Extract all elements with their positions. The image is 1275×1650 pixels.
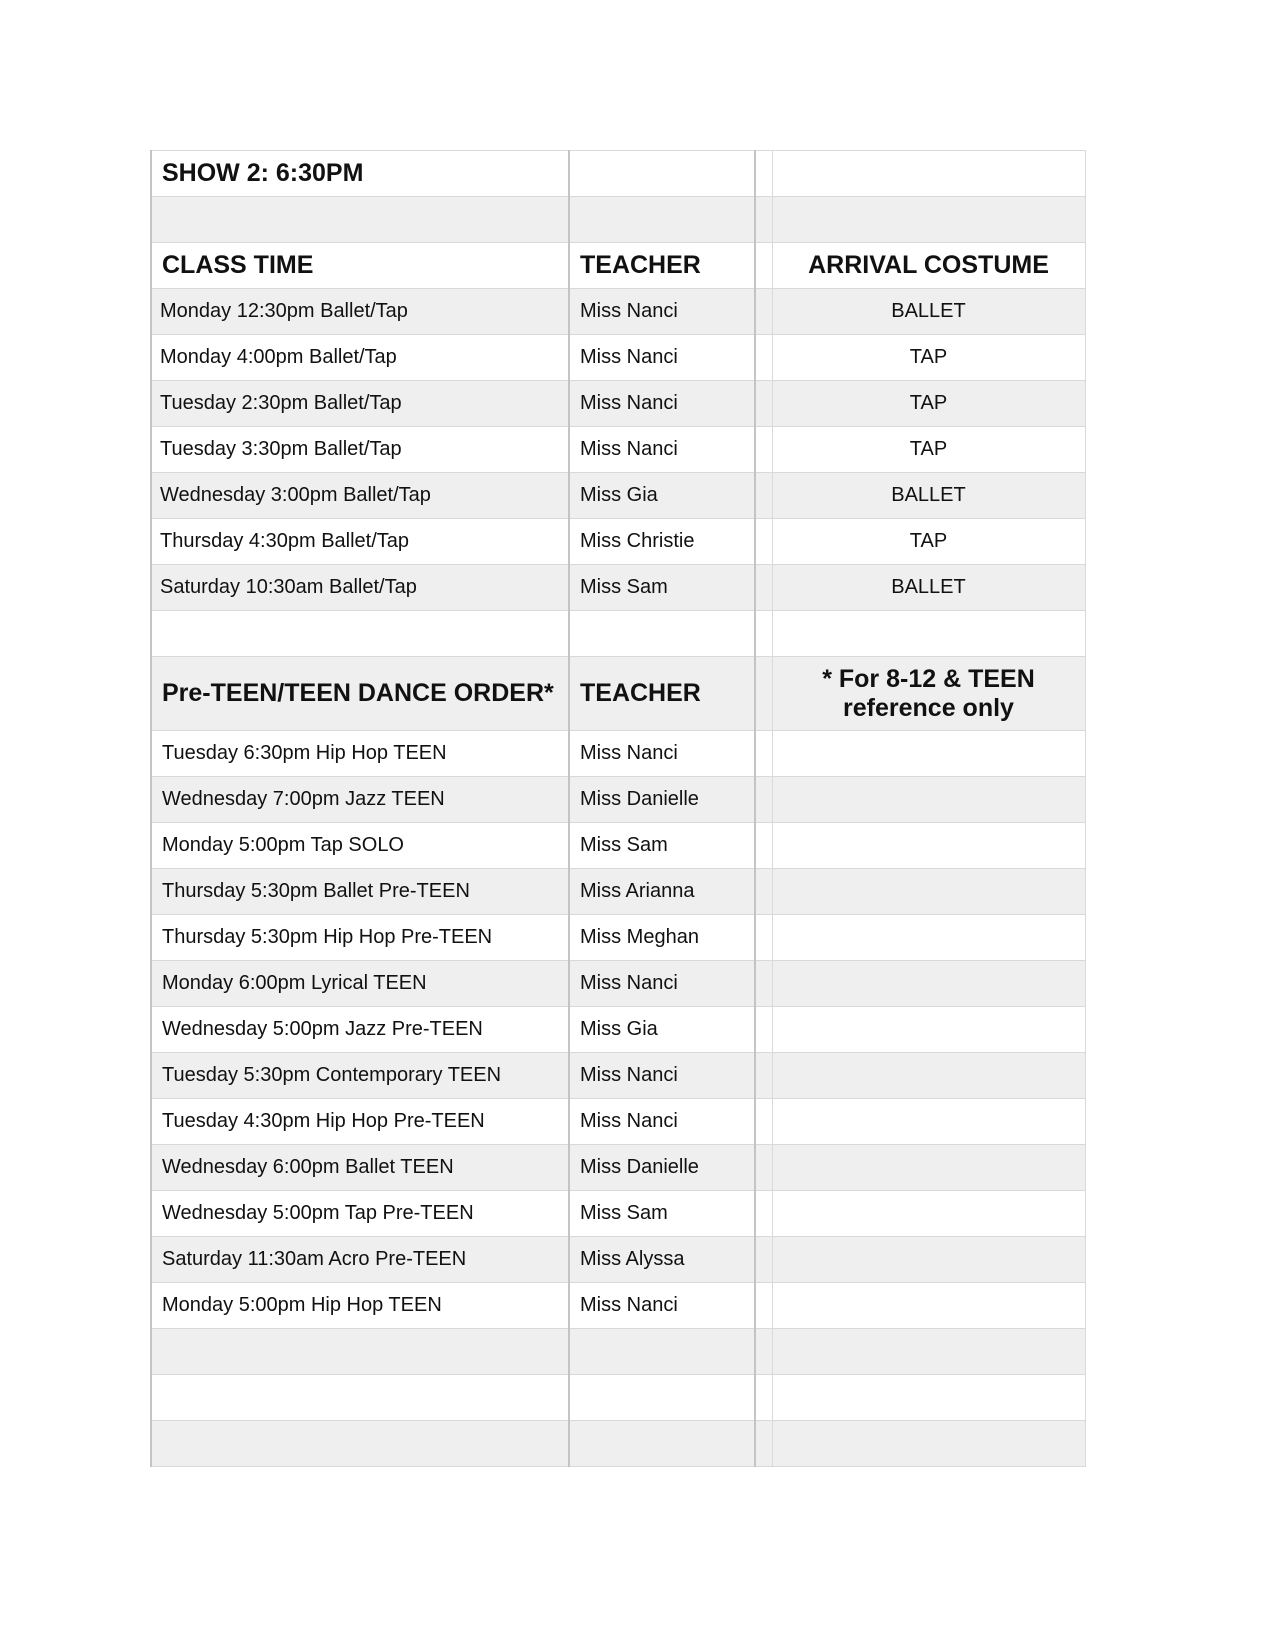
- teacher-cell: Miss Nanci: [569, 1099, 755, 1145]
- schedule-table: [150, 150, 1086, 1467]
- dance-class-cell: Wednesday 5:00pm Jazz Pre-TEEN: [151, 1007, 569, 1053]
- section2-header-row: [151, 657, 1085, 731]
- dance-row: [151, 823, 1085, 869]
- dance-row: [151, 1191, 1085, 1237]
- teacher-cell: Miss Gia: [569, 473, 755, 519]
- class-row: [151, 427, 1085, 473]
- dance-row: [151, 1053, 1085, 1099]
- class-row: [151, 473, 1085, 519]
- class-time-header: CLASS TIME: [151, 243, 569, 289]
- dance-class-cell: Monday 5:00pm Hip Hop TEEN: [151, 1283, 569, 1329]
- teacher-cell: Miss Nanci: [569, 961, 755, 1007]
- dance-class-cell: Thursday 5:30pm Hip Hop Pre-TEEN: [151, 915, 569, 961]
- class-row: [151, 335, 1085, 381]
- dance-class-cell: Tuesday 5:30pm Contemporary TEEN: [151, 1053, 569, 1099]
- class-time-cell: Monday 12:30pm Ballet/Tap: [151, 289, 569, 335]
- class-row: [151, 565, 1085, 611]
- dance-class-cell: Saturday 11:30am Acro Pre-TEEN: [151, 1237, 569, 1283]
- show-title: SHOW 2: 6:30PM: [151, 151, 569, 197]
- class-time-cell: Saturday 10:30am Ballet/Tap: [151, 565, 569, 611]
- empty-row: [151, 1421, 1085, 1467]
- costume-cell: BALLET: [772, 565, 1085, 611]
- teacher-cell: Miss Sam: [569, 565, 755, 611]
- class-time-cell: Tuesday 2:30pm Ballet/Tap: [151, 381, 569, 427]
- empty-cell: [569, 151, 755, 197]
- class-time-cell: Tuesday 3:30pm Ballet/Tap: [151, 427, 569, 473]
- dance-class-cell: Wednesday 5:00pm Tap Pre-TEEN: [151, 1191, 569, 1237]
- class-time-cell: Thursday 4:30pm Ballet/Tap: [151, 519, 569, 565]
- dance-row: [151, 1099, 1085, 1145]
- dance-order-header: Pre-TEEN/TEEN DANCE ORDER*: [151, 657, 569, 731]
- teacher-cell: Miss Sam: [569, 1191, 755, 1237]
- dance-class-cell: Tuesday 6:30pm Hip Hop TEEN: [151, 731, 569, 777]
- teacher-cell: Miss Christie: [569, 519, 755, 565]
- teacher-cell: Miss Nanci: [569, 1053, 755, 1099]
- arrival-costume-header: ARRIVAL COSTUME: [772, 243, 1085, 289]
- class-row: [151, 519, 1085, 565]
- teacher-header: TEACHER: [569, 657, 755, 731]
- spacer-row: [151, 197, 1085, 243]
- teacher-cell: Miss Danielle: [569, 1145, 755, 1191]
- reference-note: * For 8-12 & TEEN reference only: [772, 657, 1085, 731]
- dance-row: [151, 731, 1085, 777]
- costume-cell: TAP: [772, 519, 1085, 565]
- class-time-cell: Wednesday 3:00pm Ballet/Tap: [151, 473, 569, 519]
- teacher-cell: Miss Nanci: [569, 731, 755, 777]
- teacher-cell: Miss Sam: [569, 823, 755, 869]
- dance-row: [151, 1007, 1085, 1053]
- teacher-cell: Miss Danielle: [569, 777, 755, 823]
- dance-class-cell: Monday 5:00pm Tap SOLO: [151, 823, 569, 869]
- costume-cell: TAP: [772, 427, 1085, 473]
- teacher-cell: Miss Arianna: [569, 869, 755, 915]
- dance-row: [151, 869, 1085, 915]
- show-title-row: [151, 151, 1085, 197]
- class-row: [151, 381, 1085, 427]
- empty-row: [151, 1329, 1085, 1375]
- dance-class-cell: Monday 6:00pm Lyrical TEEN: [151, 961, 569, 1007]
- dance-class-cell: Wednesday 7:00pm Jazz TEEN: [151, 777, 569, 823]
- dance-row: [151, 1283, 1085, 1329]
- teacher-cell: Miss Alyssa: [569, 1237, 755, 1283]
- section1-header-row: [151, 243, 1085, 289]
- costume-cell: TAP: [772, 335, 1085, 381]
- teacher-cell: Miss Nanci: [569, 381, 755, 427]
- teacher-cell: Miss Nanci: [569, 1283, 755, 1329]
- costume-cell: TAP: [772, 381, 1085, 427]
- costume-cell: BALLET: [772, 473, 1085, 519]
- class-row: [151, 289, 1085, 335]
- class-time-cell: Monday 4:00pm Ballet/Tap: [151, 335, 569, 381]
- empty-cell: [772, 151, 1085, 197]
- teacher-header: TEACHER: [569, 243, 755, 289]
- dance-row: [151, 961, 1085, 1007]
- spacer-row: [151, 611, 1085, 657]
- teacher-cell: Miss Nanci: [569, 427, 755, 473]
- empty-row: [151, 1375, 1085, 1421]
- dance-class-cell: Wednesday 6:00pm Ballet TEEN: [151, 1145, 569, 1191]
- dance-class-cell: Thursday 5:30pm Ballet Pre-TEEN: [151, 869, 569, 915]
- dance-row: [151, 915, 1085, 961]
- dance-row: [151, 1237, 1085, 1283]
- teacher-cell: Miss Gia: [569, 1007, 755, 1053]
- dance-class-cell: Tuesday 4:30pm Hip Hop Pre-TEEN: [151, 1099, 569, 1145]
- costume-cell: BALLET: [772, 289, 1085, 335]
- teacher-cell: Miss Nanci: [569, 335, 755, 381]
- dance-row: [151, 1145, 1085, 1191]
- dance-row: [151, 777, 1085, 823]
- teacher-cell: Miss Nanci: [569, 289, 755, 335]
- teacher-cell: Miss Meghan: [569, 915, 755, 961]
